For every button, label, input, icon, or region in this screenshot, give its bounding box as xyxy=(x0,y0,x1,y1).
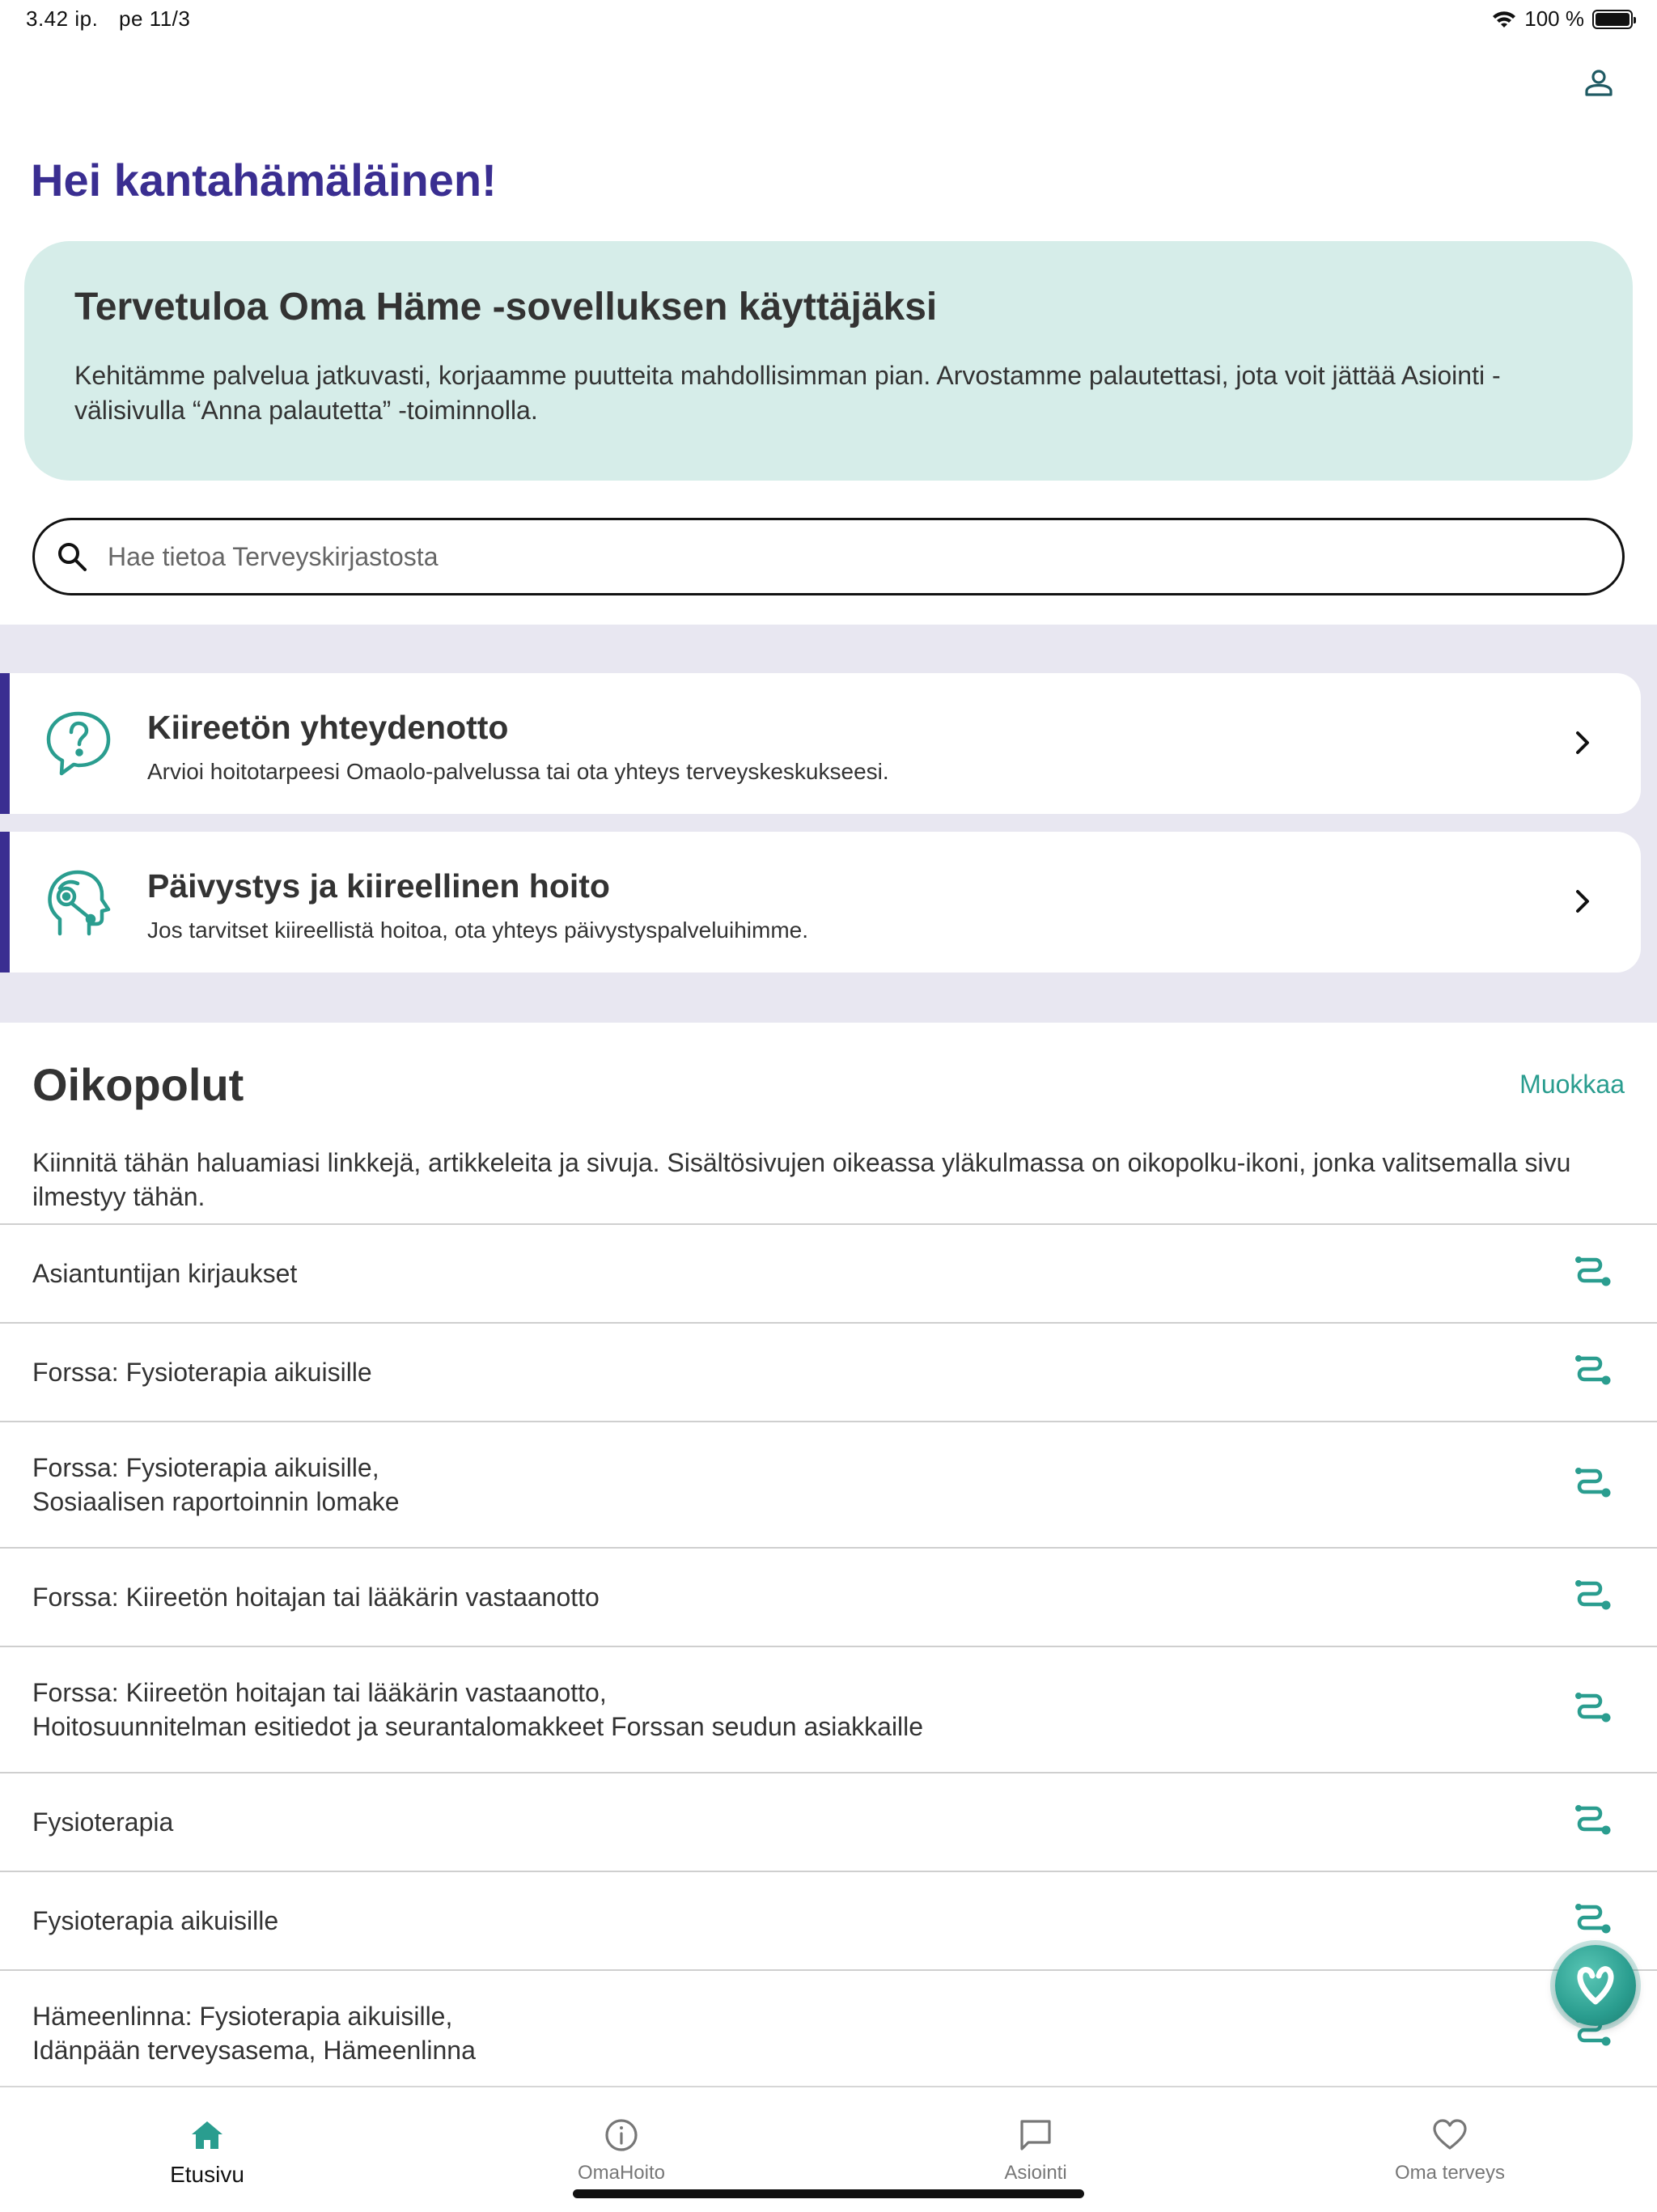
shortcut-label-line1: Fysioterapia aikuisille xyxy=(32,1906,279,1935)
shortcuts-intro: Kiinnitä tähän haluamiasi linkkejä, artikkeleita ja sivuja. Sisältösivujen oikeassa yläkulmassa on oikopolku-ikoni, jonka valitsemalla sivu ilmestyy tähän. xyxy=(32,1148,1571,1211)
edit-shortcuts-link[interactable]: Muokkaa xyxy=(1519,1070,1625,1099)
shortcut-label xyxy=(32,1451,400,1519)
shortcut-path-icon xyxy=(1571,1690,1613,1732)
shortcut-list xyxy=(0,1223,1657,2097)
shortcut-label-line1: Forssa: Kiireetön hoitajan tai lääkärin vastaanotto xyxy=(32,1583,600,1612)
tab-label: Oma terveys xyxy=(1394,2162,1506,2184)
chevron-right-icon xyxy=(1563,882,1602,921)
shortcut-item[interactable] xyxy=(0,1225,1657,1324)
chat-icon xyxy=(1017,2117,1054,2154)
shortcut-item[interactable] xyxy=(0,1422,1657,1549)
shortcut-label-line1: Hämeenlinna: Fysioterapia aikuisille, xyxy=(32,2002,453,2031)
tab-label: Etusivu xyxy=(170,2162,244,2187)
contact-card-emergency[interactable] xyxy=(0,832,1641,973)
home-indicator[interactable] xyxy=(573,2189,1084,2198)
heart-icon xyxy=(1431,2117,1468,2154)
battery-icon xyxy=(1592,10,1633,29)
search-box[interactable] xyxy=(32,518,1625,595)
shortcut-label xyxy=(32,1904,278,1938)
contact-card-non-urgent[interactable] xyxy=(0,673,1641,814)
info-icon xyxy=(603,2117,640,2154)
status-bar xyxy=(0,0,1657,39)
shortcut-item[interactable] xyxy=(0,1872,1657,1971)
shortcut-label-line1: Forssa: Kiireetön hoitajan tai lääkärin vastaanotto, xyxy=(32,1678,607,1707)
shortcut-label-line1: Fysioterapia xyxy=(32,1807,174,1837)
welcome-title: Tervetuloa Oma Häme -sovelluksen käyttäjäksi xyxy=(74,286,938,328)
status-time: 3.42 ip. xyxy=(26,6,99,31)
shortcuts-heading: Oikopolut xyxy=(32,1059,244,1110)
shortcut-item[interactable] xyxy=(0,1324,1657,1422)
shortcut-path-icon xyxy=(1571,1578,1613,1620)
greeting-title: Hei kantahämäläinen! xyxy=(31,155,497,206)
welcome-card xyxy=(24,241,1633,481)
shortcut-path-icon xyxy=(1571,1353,1613,1395)
shortcut-label-line1: Forssa: Fysioterapia aikuisille, xyxy=(32,1453,379,1482)
contact-description: Arvioi hoitotarpeesi Omaolo-palvelussa tai ota yhteys terveyskeskukseesi. xyxy=(147,759,889,784)
contact-title: Kiireetön yhteydenotto xyxy=(147,709,509,746)
question-bubble-icon xyxy=(42,707,115,780)
shortcut-label xyxy=(32,1805,173,1839)
contact-section xyxy=(0,625,1657,1023)
shortcut-item[interactable] xyxy=(0,1647,1657,1773)
shortcut-path-icon xyxy=(1571,1803,1613,1845)
shortcut-label xyxy=(32,1580,600,1614)
shortcut-item[interactable] xyxy=(0,1773,1657,1872)
status-indicators xyxy=(1492,6,1633,32)
status-time-date xyxy=(26,6,205,32)
search-icon xyxy=(56,540,88,573)
welcome-text: Kehitämme palvelua jatkuvasti, korjaamme puutteita mahdollisimman pian. Arvostamme palautettasi, jota voit jättää Asiointi -välisivulla “Anna palautetta” -toiminnolla. xyxy=(74,361,1501,425)
shortcut-label-line1: Asiantuntijan kirjaukset xyxy=(32,1259,298,1288)
shortcut-item[interactable] xyxy=(0,1971,1657,2097)
search-input[interactable] xyxy=(106,541,1566,573)
shortcut-label xyxy=(32,1256,297,1290)
shortcut-label xyxy=(32,1676,923,1744)
chevron-right-icon xyxy=(1563,723,1602,762)
contact-title: Päivystys ja kiireellinen hoito xyxy=(147,867,610,905)
contact-description: Jos tarvitset kiireellistä hoitoa, ota yhteys päivystyspalveluihimme. xyxy=(147,917,809,943)
home-icon xyxy=(189,2117,226,2154)
shortcut-label xyxy=(32,1999,476,2067)
shortcut-path-icon xyxy=(1571,1901,1613,1943)
heart-logo-icon xyxy=(1570,1960,1621,2011)
wifi-icon xyxy=(1492,10,1516,29)
tab-label: Asiointi xyxy=(1004,2162,1067,2184)
user-icon xyxy=(1583,66,1615,99)
shortcut-item[interactable] xyxy=(0,1549,1657,1647)
battery-percent: 100 % xyxy=(1524,6,1584,31)
tab-etusivu[interactable] xyxy=(0,2087,414,2212)
shortcut-label-line1: Forssa: Fysioterapia aikuisille xyxy=(32,1358,372,1387)
tab-oma-terveys[interactable] xyxy=(1243,2087,1657,2212)
shortcut-path-icon xyxy=(1571,1465,1613,1507)
shortcut-label-line2: Idänpään terveysasema, Hämeenlinna xyxy=(32,2036,476,2065)
shortcut-path-icon xyxy=(1571,1254,1613,1296)
shortcut-label-line2: Sosiaalisen raportoinnin lomake xyxy=(32,1487,400,1516)
profile-button[interactable] xyxy=(1576,60,1621,105)
head-headset-icon xyxy=(42,866,115,939)
shortcut-label-line2: Hoitosuunnitelman esitiedot ja seurantalomakkeet Forssan seudun asiakkaille xyxy=(32,1712,924,1741)
shortcut-label xyxy=(32,1355,372,1389)
status-date: pe 11/3 xyxy=(119,6,191,31)
tab-label: OmaHoito xyxy=(577,2162,666,2184)
floating-assistant-button[interactable] xyxy=(1555,1945,1636,2026)
